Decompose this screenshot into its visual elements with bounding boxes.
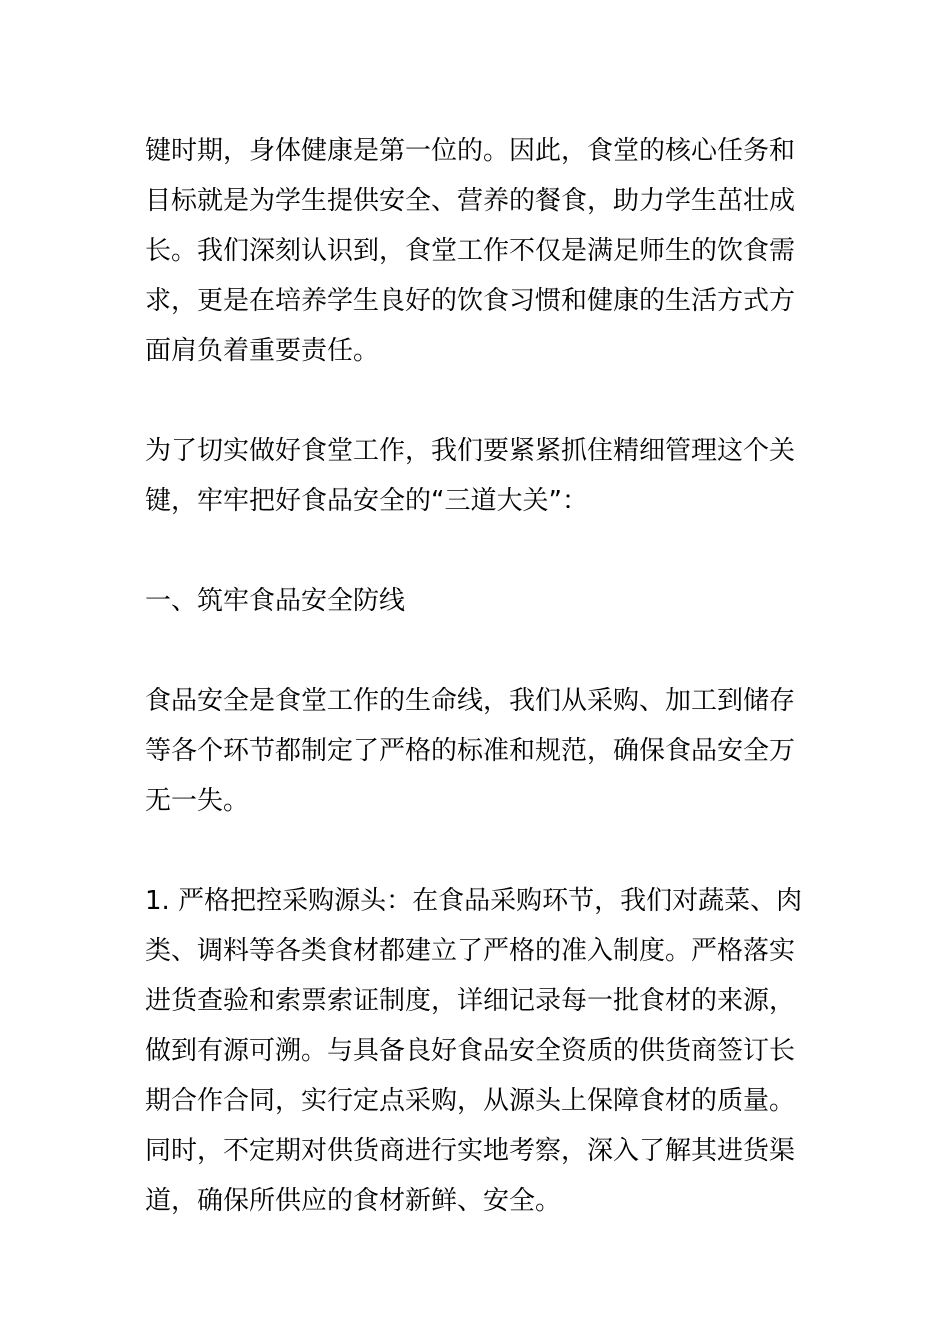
text-line: 1. 严格把控采购源头：在食品采购环节，我们对蔬菜、肉: [145, 886, 803, 916]
paragraph-intro-continued: [145, 126, 817, 376]
document-body: [145, 126, 817, 1276]
text-line: 道，确保所供应的食材新鲜、安全。: [145, 1186, 562, 1216]
paragraph-three-checkpoints: [145, 426, 817, 526]
text-line: 等各个环节都制定了严格的标准和规范，确保食品安全万: [145, 736, 796, 766]
paragraph-food-safety: [145, 676, 817, 826]
section-heading: [145, 576, 817, 626]
text-line: 为了切实做好食堂工作，我们要紧紧抓住精细管理这个关: [145, 436, 796, 466]
text-line: 做到有源可溯。与具备良好食品安全资质的供货商签订长: [145, 1036, 796, 1066]
text-line: 食品安全是食堂工作的生命线，我们从采购、加工到储存: [145, 686, 796, 716]
text-line: 期合作合同，实行定点采购，从源头上保障食材的质量。: [145, 1086, 796, 1116]
paragraph-procurement: [145, 876, 817, 1226]
text-line: 键，牢牢把好食品安全的“三道大关”：: [145, 486, 588, 516]
heading-text: 一、筑牢食品安全防线: [145, 586, 406, 616]
text-line: 进货查验和索票索证制度，详细记录每一批食材的来源，: [145, 986, 796, 1016]
text-line: 类、调料等各类食材都建立了严格的准入制度。严格落实: [145, 936, 796, 966]
text-line: 长。我们深刻认识到，食堂工作不仅是满足师生的饮食需: [145, 236, 796, 266]
text-line: 面肩负着重要责任。: [145, 336, 380, 366]
text-line: 求，更是在培养学生良好的饮食习惯和健康的生活方式方: [145, 286, 796, 316]
text-line: 键时期，身体健康是第一位的。因此，食堂的核心任务和: [145, 136, 796, 166]
text-line: 目标就是为学生提供安全、营养的餐食，助力学生茁壮成: [145, 186, 796, 216]
text-line: 无一失。: [145, 786, 250, 816]
text-line: 同时，不定期对供货商进行实地考察，深入了解其进货渠: [145, 1136, 796, 1166]
